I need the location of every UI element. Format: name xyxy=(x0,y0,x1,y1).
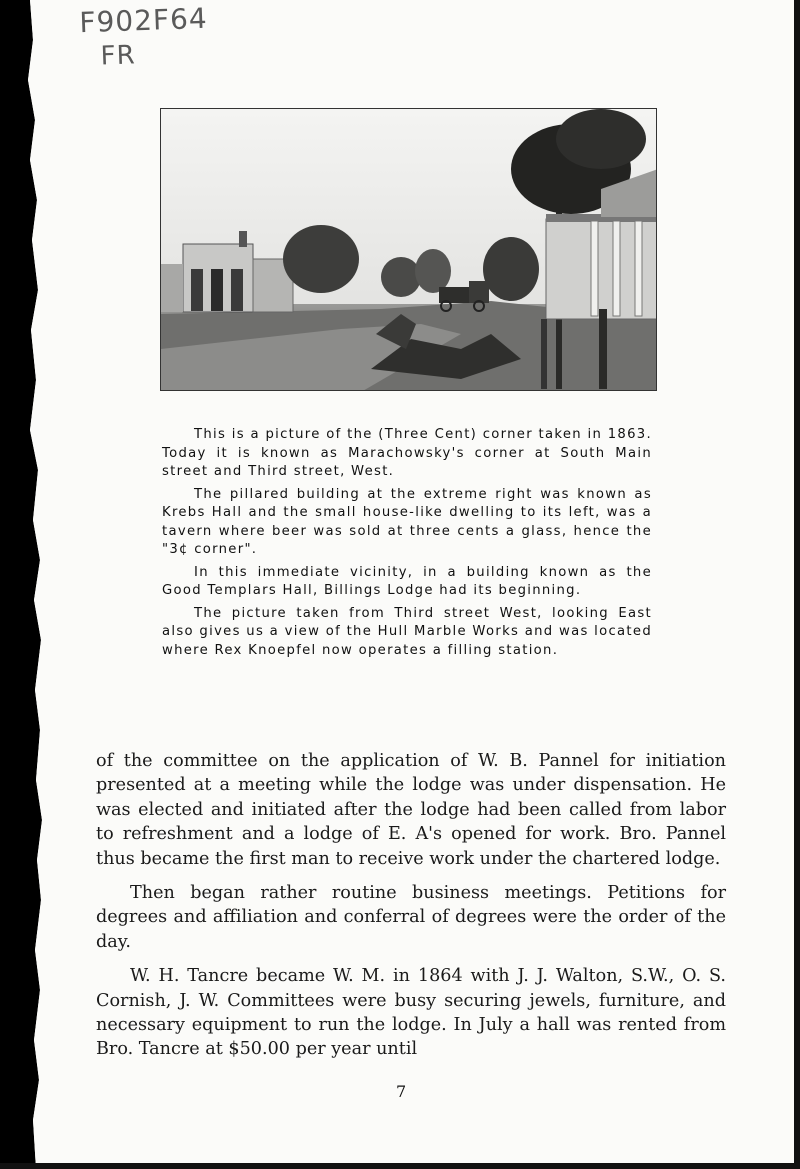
handwritten-line-2: FR xyxy=(100,40,137,72)
caption-paragraph-2: The pillared building at the extreme right was known as Krebs Hall and the small house-like dwelling to its left, was a tavern where beer was sold at three cents a glass, hence the "3¢ corner". xyxy=(162,486,652,557)
page-number: 7 xyxy=(396,1082,407,1101)
photo-illustration xyxy=(161,109,657,391)
body-paragraph-1: of the committee on the application of W. B. Pannel for initiation presented at a meeting while the lodge was under dispensation. He was elected and initiated after the lodge had been called from labor to refreshment and a lodge of E. A's opened for work. Bro. Pannel thus became the first man to receive work under the chartered lodge. xyxy=(96,751,726,869)
historic-photo xyxy=(160,108,657,391)
torn-left-edge xyxy=(0,0,52,1169)
handwritten-catalog-note xyxy=(79,2,210,74)
body-text xyxy=(96,749,726,1072)
handwritten-line-1: F902F64 xyxy=(78,1,209,40)
body-paragraph-3: W. H. Tancre became W. M. in 1864 with J. J. Walton, S.W., O. S. Cornish, J. W. Committees were busy securing jewels, furniture, and necessary equipment to run the lodge. In July a hall was rented from Bro. Tancre at $50.00 per year until xyxy=(96,966,726,1060)
right-edge xyxy=(794,0,800,1169)
caption-paragraph-3: In this immediate vicinity, in a building known as the Good Templars Hall, Billings Lodge had its beginning. xyxy=(162,564,652,598)
caption-paragraph-1: This is a picture of the (Three Cent) corner taken in 1863. Today it is known as Marachowsky's corner at South Main street and Third street, West. xyxy=(162,427,652,479)
photo-caption xyxy=(162,426,652,664)
bottom-edge xyxy=(0,1163,800,1169)
caption-paragraph-4: The picture taken from Third street West, looking East also gives us a view of the Hull Marble Works and was located where Rex Knoepfel now operates a filling station. xyxy=(162,605,652,658)
body-paragraph-2: Then began rather routine business meetings. Petitions for degrees and affiliation and conferral of degrees were the order of the day. xyxy=(96,883,726,952)
